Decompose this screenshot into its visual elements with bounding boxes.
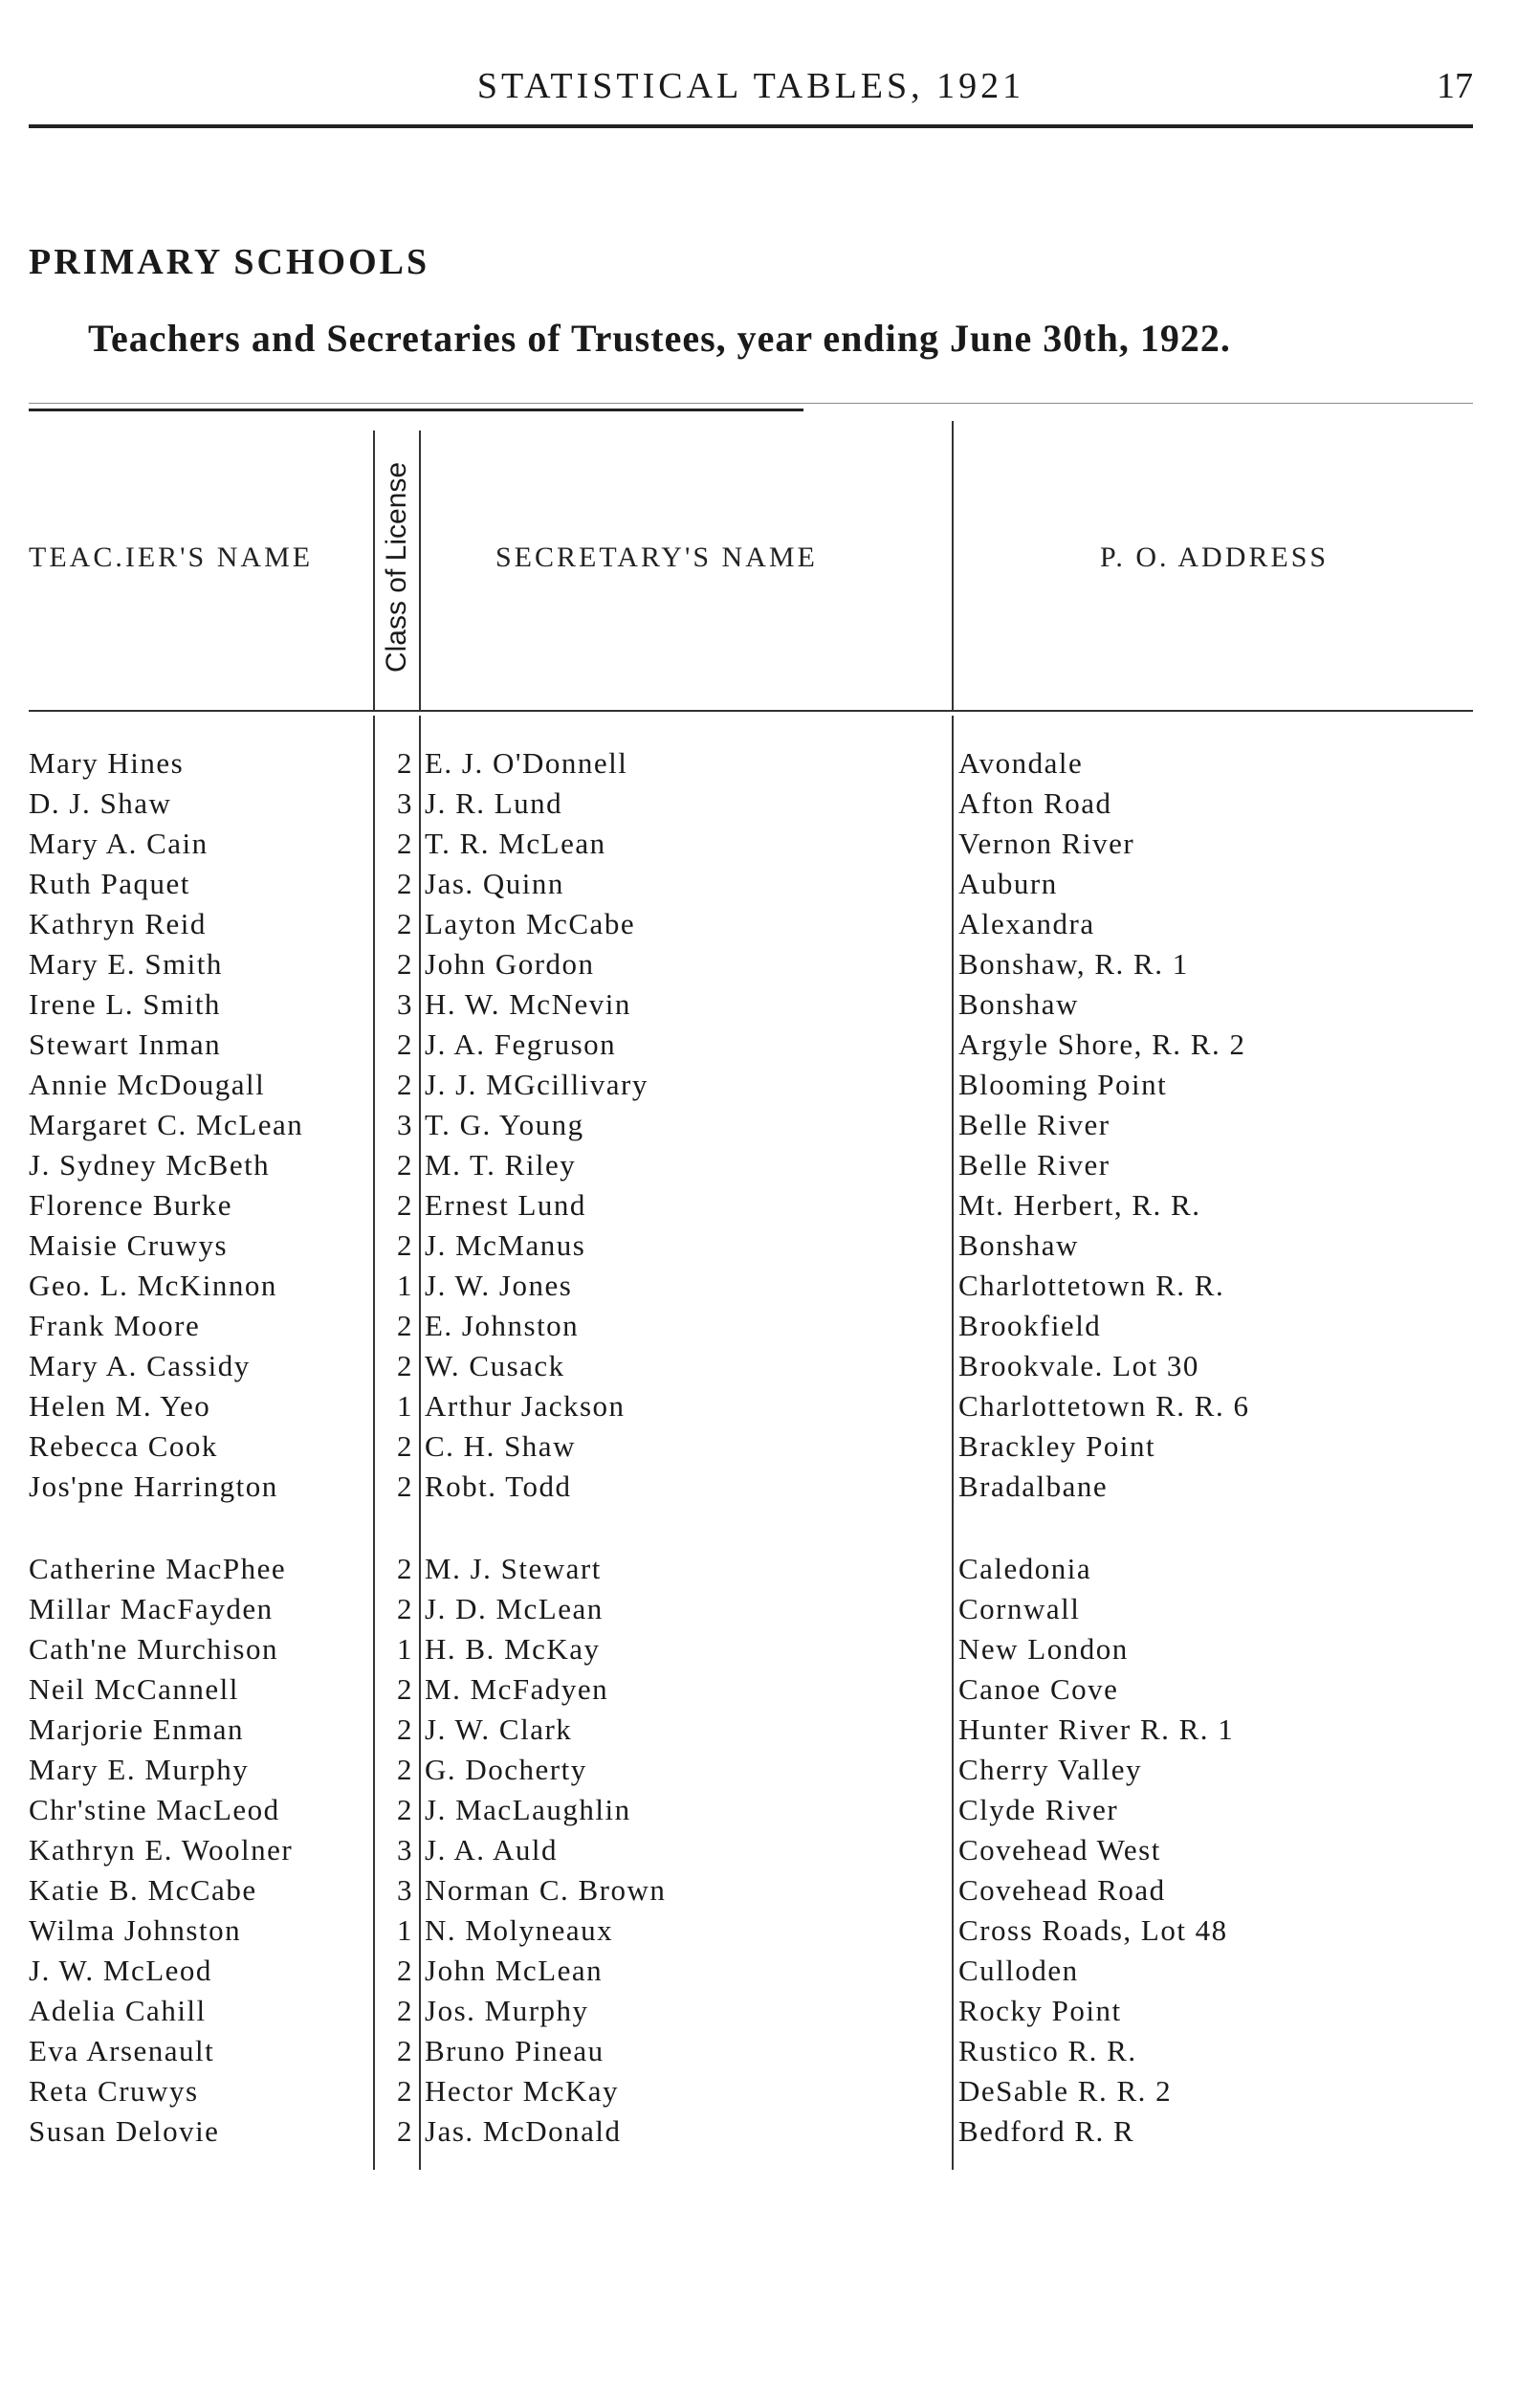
license-class: 2 [397, 1712, 413, 1746]
teacher-name: Cath'ne Murchison [29, 1632, 278, 1666]
secretary-name: M. J. Stewart [425, 1552, 602, 1585]
secretary-name: J. R. Lund [425, 786, 563, 820]
secretary-name: Jos. Murphy [425, 1994, 589, 2027]
column-header-class-label: Class of License [381, 461, 412, 674]
column-divider [419, 431, 421, 710]
secretary-name: Bruno Pineau [425, 2034, 605, 2067]
po-address: Culloden [958, 1954, 1079, 1987]
secretary-name: W. Cusack [425, 1349, 565, 1382]
po-address: Mt. Herbert, R. R. [958, 1188, 1201, 1222]
license-class: 2 [397, 1753, 413, 1786]
po-address: Alexandra [958, 907, 1095, 940]
teacher-name: Eva Arsenault [29, 2034, 215, 2067]
secretary-name: H. B. McKay [425, 1632, 601, 1666]
secretary-name: T. G. Young [425, 1108, 584, 1141]
teacher-name: Geo. L. McKinnon [29, 1269, 277, 1302]
table-row [0, 1592, 1517, 1632]
secretary-name: J. A. Auld [425, 1833, 559, 1867]
license-class: 2 [397, 2074, 413, 2108]
teacher-name: D. J. Shaw [29, 786, 172, 820]
table-row [0, 987, 1517, 1027]
teacher-name: Helen M. Yeo [29, 1389, 211, 1423]
secretary-name: Norman C. Brown [425, 1873, 667, 1907]
license-class: 2 [397, 1592, 413, 1625]
license-class: 2 [397, 1027, 413, 1061]
teacher-name: J. W. McLeod [29, 1954, 212, 1987]
table-row [0, 746, 1517, 786]
secretary-name: E. Johnston [425, 1309, 580, 1342]
license-class: 2 [397, 1552, 413, 1585]
po-address: Covehead Road [958, 1873, 1166, 1907]
secretary-name: M. McFadyen [425, 1672, 609, 1706]
license-class: 2 [397, 1228, 413, 1262]
teacher-name: Maisie Cruwys [29, 1228, 229, 1262]
teacher-name: Rebecca Cook [29, 1429, 218, 1463]
secretary-name: G. Docherty [425, 1753, 587, 1786]
teacher-name: Mary Hines [29, 746, 185, 780]
table-row [0, 1349, 1517, 1389]
license-class: 3 [397, 987, 413, 1021]
running-head [29, 59, 1473, 117]
secretary-name: Ernest Lund [425, 1188, 586, 1222]
teacher-name: Wilma Johnston [29, 1913, 242, 1947]
po-address: Hunter River R. R. 1 [958, 1712, 1235, 1746]
license-class: 1 [397, 1913, 413, 1947]
table-row [0, 1108, 1517, 1148]
table-row [0, 1873, 1517, 1913]
po-address: Charlottetown R. R. [958, 1269, 1225, 1302]
license-class: 1 [397, 1269, 413, 1302]
po-address: DeSable R. R. 2 [958, 2074, 1173, 2108]
table-row [0, 907, 1517, 947]
po-address: Charlottetown R. R. 6 [958, 1389, 1250, 1423]
table-row [0, 1188, 1517, 1228]
po-address: Bonshaw [958, 987, 1079, 1021]
table-row [0, 1469, 1517, 1510]
license-class: 2 [397, 1994, 413, 2027]
license-class: 2 [397, 746, 413, 780]
table-row [0, 1712, 1517, 1753]
po-address: Belle River [958, 1148, 1110, 1182]
secretary-name: Jas. McDonald [425, 2114, 622, 2148]
secretary-name: E. J. O'Donnell [425, 746, 628, 780]
license-class: 2 [397, 1672, 413, 1706]
po-address: Brookvale. Lot 30 [958, 1349, 1199, 1382]
table-row [0, 2114, 1517, 2154]
secretary-name: John McLean [425, 1954, 604, 1987]
table-subtitle: Teachers and Secretaries of Trustees, year ending June 30th, 1922. [88, 317, 1231, 360]
po-address: Rustico R. R. [958, 2034, 1137, 2067]
license-class: 2 [397, 1068, 413, 1101]
teacher-name: Mary A. Cain [29, 827, 209, 860]
po-address: Blooming Point [958, 1068, 1168, 1101]
po-address: Avondale [958, 746, 1084, 780]
secretary-name: J. McManus [425, 1228, 586, 1262]
table-row [0, 947, 1517, 987]
column-header-teacher: TEAC.IER'S NAME [29, 541, 314, 573]
secretary-name: J. W. Clark [425, 1712, 573, 1746]
teacher-name: Chr'stine MacLeod [29, 1793, 280, 1826]
po-address: Argyle Shore, R. R. 2 [958, 1027, 1246, 1061]
license-class: 2 [397, 1469, 413, 1503]
teacher-name: Marjorie Enman [29, 1712, 245, 1746]
table-row [0, 1954, 1517, 1994]
teacher-name: Katie B. McCabe [29, 1873, 257, 1907]
table-row [0, 1309, 1517, 1349]
license-class: 2 [397, 2114, 413, 2148]
po-address: Brookfield [958, 1309, 1102, 1342]
table-row [0, 1994, 1517, 2034]
teacher-name: Adelia Cahill [29, 1994, 207, 2027]
po-address: Auburn [958, 867, 1058, 900]
po-address: Caledonia [958, 1552, 1092, 1585]
table-row [0, 1389, 1517, 1429]
running-title: STATISTICAL TABLES, 1921 [476, 66, 1025, 106]
table-row [0, 786, 1517, 827]
header-bottom-rule [29, 710, 1473, 712]
teacher-name: Neil McCannell [29, 1672, 239, 1706]
header-rule [29, 124, 1473, 128]
license-class: 2 [397, 867, 413, 900]
po-address: Bonshaw, R. R. 1 [958, 947, 1189, 981]
table-row [0, 2074, 1517, 2114]
table-row [0, 867, 1517, 907]
secretary-name: H. W. McNevin [425, 987, 631, 1021]
secretary-name: J. MacLaughlin [425, 1793, 631, 1826]
secretary-name: J. W. Jones [425, 1269, 573, 1302]
teacher-name: Annie McDougall [29, 1068, 266, 1101]
po-address: Afton Road [958, 786, 1112, 820]
teacher-name: Mary A. Cassidy [29, 1349, 251, 1382]
license-class: 2 [397, 907, 413, 940]
table-row [0, 1913, 1517, 1954]
table-row [0, 1148, 1517, 1188]
po-address: Clyde River [958, 1793, 1119, 1826]
license-class: 2 [397, 1309, 413, 1342]
license-class: 2 [397, 1148, 413, 1182]
license-class: 3 [397, 1108, 413, 1141]
teacher-name: Kathryn E. Woolner [29, 1833, 294, 1867]
table-row [0, 1833, 1517, 1873]
secretary-name: Layton McCabe [425, 907, 636, 940]
column-divider [952, 421, 954, 710]
teacher-name: Reta Cruwys [29, 2074, 199, 2108]
po-address: Covehead West [958, 1833, 1161, 1867]
po-address: Brackley Point [958, 1429, 1156, 1463]
po-address: New London [958, 1632, 1129, 1666]
teacher-name: Susan Delovie [29, 2114, 220, 2148]
table-row [0, 1552, 1517, 1592]
table-row [0, 1672, 1517, 1712]
table-row [0, 1068, 1517, 1108]
po-address: Bradalbane [958, 1469, 1109, 1503]
column-header-secretary: SECRETARY'S NAME [495, 541, 818, 573]
po-address: Belle River [958, 1108, 1110, 1141]
teacher-name: Mary E. Smith [29, 947, 223, 981]
section-title: PRIMARY SCHOOLS [29, 242, 430, 282]
po-address: Bonshaw [958, 1228, 1079, 1262]
table-row [0, 827, 1517, 867]
license-class: 2 [397, 1954, 413, 1987]
license-class: 2 [397, 947, 413, 981]
teacher-name: Margaret C. McLean [29, 1108, 304, 1141]
table-row [0, 1793, 1517, 1833]
po-address: Vernon River [958, 827, 1135, 860]
po-address: Cherry Valley [958, 1753, 1142, 1786]
secretary-name: J. J. MGcillivary [425, 1068, 649, 1101]
table-top-rule-thin [29, 403, 1473, 404]
secretary-name: Robt. Todd [425, 1469, 572, 1503]
secretary-name: J. A. Fegruson [425, 1027, 617, 1061]
teacher-name: Irene L. Smith [29, 987, 221, 1021]
secretary-name: Hector McKay [425, 2074, 620, 2108]
license-class: 3 [397, 1833, 413, 1867]
teacher-name: Frank Moore [29, 1309, 201, 1342]
secretary-name: John Gordon [425, 947, 595, 981]
teacher-name: Kathryn Reid [29, 907, 207, 940]
license-class: 3 [397, 786, 413, 820]
po-address: Bedford R. R [958, 2114, 1135, 2148]
table-top-rule [29, 409, 803, 411]
table-row [0, 1753, 1517, 1793]
license-class: 3 [397, 1873, 413, 1907]
secretary-name: Jas. Quinn [425, 867, 564, 900]
teacher-name: Ruth Paquet [29, 867, 190, 900]
table-row [0, 2034, 1517, 2074]
table-row [0, 1269, 1517, 1309]
license-class: 2 [397, 2034, 413, 2067]
license-class: 2 [397, 827, 413, 860]
column-divider [373, 431, 375, 710]
license-class: 2 [397, 1793, 413, 1826]
license-class: 2 [397, 1349, 413, 1382]
table-row [0, 1429, 1517, 1469]
teacher-name: Millar MacFayden [29, 1592, 274, 1625]
teacher-name: Florence Burke [29, 1188, 232, 1222]
teacher-name: Jos'pne Harrington [29, 1469, 278, 1503]
secretary-name: Arthur Jackson [425, 1389, 626, 1423]
secretary-name: T. R. McLean [425, 827, 606, 860]
column-header-class [379, 438, 415, 696]
teacher-name: Mary E. Murphy [29, 1753, 250, 1786]
table-row [0, 1228, 1517, 1269]
po-address: Rocky Point [958, 1994, 1122, 2027]
po-address: Cornwall [958, 1592, 1081, 1625]
secretary-name: N. Molyneaux [425, 1913, 614, 1947]
column-header-address: P. O. ADDRESS [1100, 541, 1330, 573]
license-class: 2 [397, 1429, 413, 1463]
license-class: 2 [397, 1188, 413, 1222]
secretary-name: M. T. Riley [425, 1148, 577, 1182]
po-address: Canoe Cove [958, 1672, 1119, 1706]
table-row [0, 1027, 1517, 1068]
license-class: 1 [397, 1389, 413, 1423]
license-class: 1 [397, 1632, 413, 1666]
teacher-name: Stewart Inman [29, 1027, 222, 1061]
table-row [0, 1632, 1517, 1672]
teacher-name: Catherine MacPhee [29, 1552, 287, 1585]
teacher-name: J. Sydney McBeth [29, 1148, 271, 1182]
secretary-name: C. H. Shaw [425, 1429, 576, 1463]
po-address: Cross Roads, Lot 48 [958, 1913, 1228, 1947]
secretary-name: J. D. McLean [425, 1592, 604, 1625]
page-number: 17 [1437, 66, 1473, 106]
